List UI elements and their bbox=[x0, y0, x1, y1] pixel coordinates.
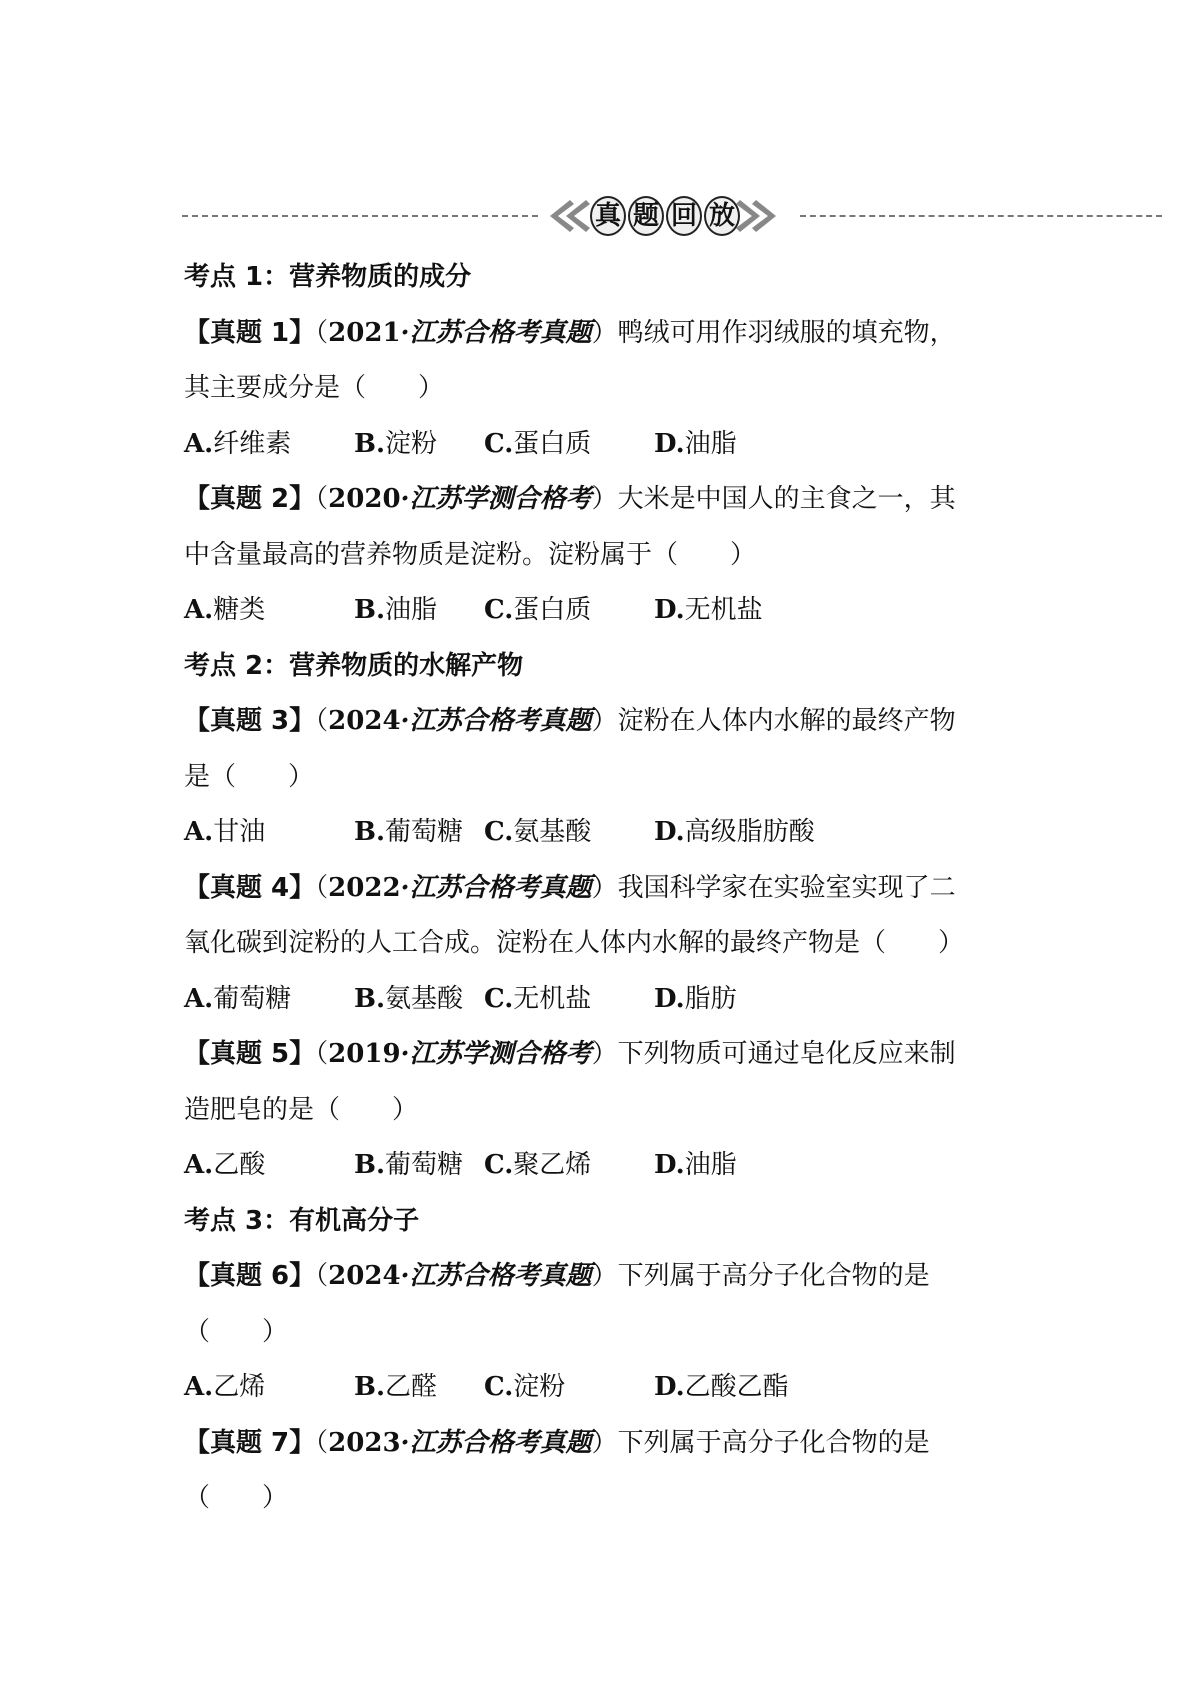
option-a[interactable]: A.乙烯 bbox=[184, 1372, 266, 1402]
question-text: 下列属于高分子化合物的是 bbox=[617, 1427, 930, 1458]
options-row bbox=[184, 417, 1064, 473]
question-text: 我国科学家在实验室实现了二 bbox=[617, 872, 956, 903]
option-b[interactable]: B.淀粉 bbox=[354, 428, 438, 459]
options-row bbox=[184, 972, 1064, 1028]
question-text: 鸭绒可用作羽绒服的填充物， bbox=[617, 317, 956, 348]
option-c[interactable]: C.聚乙烯 bbox=[484, 1150, 592, 1180]
question-tag: 【真题 3】 bbox=[184, 706, 316, 736]
banner-title bbox=[590, 190, 740, 242]
option-a[interactable]: A.甘油 bbox=[184, 817, 266, 847]
question-source: （2023·江苏合格考真题） bbox=[315, 1427, 618, 1458]
question-list bbox=[184, 250, 1064, 1527]
question-tag: 【真题 7】 bbox=[184, 1427, 316, 1458]
option-a[interactable]: A.葡萄糖 bbox=[184, 983, 292, 1014]
section-heading: 考点 2：营养物质的水解产物 bbox=[184, 650, 524, 681]
option-c[interactable]: C.无机盐 bbox=[484, 983, 592, 1014]
question-text: 氧化碳到淀粉的人工合成。淀粉在人体内水解的最终产物是（ ） bbox=[184, 928, 965, 958]
question-line bbox=[184, 1416, 1064, 1472]
banner-char: 回 bbox=[666, 196, 702, 236]
question-text: 造肥皂的是（ ） bbox=[184, 1094, 419, 1125]
option-b[interactable]: B.乙醛 bbox=[354, 1372, 438, 1402]
question-line bbox=[184, 1027, 1064, 1083]
banner-dashed-line-left bbox=[182, 215, 538, 217]
question-source: （2024·江苏合格考真题） bbox=[315, 1261, 618, 1291]
option-c[interactable]: C.蛋白质 bbox=[484, 595, 592, 625]
options-row bbox=[184, 1138, 1064, 1194]
option-b[interactable]: B.氨基酸 bbox=[354, 983, 464, 1014]
question-text: 其主要成分是（ ） bbox=[184, 373, 445, 403]
question-source: （2022·江苏合格考真题） bbox=[315, 872, 618, 903]
section-heading: 考点 1：营养物质的成分 bbox=[184, 262, 472, 292]
question-tag: 【真题 2】 bbox=[184, 484, 316, 514]
option-c[interactable]: C.氨基酸 bbox=[484, 817, 592, 847]
option-b[interactable]: B.葡萄糖 bbox=[354, 817, 464, 847]
question-tag: 【真题 5】 bbox=[184, 1039, 316, 1069]
option-d[interactable]: D.乙酸乙酯 bbox=[654, 1372, 789, 1402]
question-text: 下列物质可通过皂化反应来制 bbox=[617, 1039, 956, 1069]
question-tag: 【真题 6】 bbox=[184, 1261, 316, 1291]
double-chevron-left-icon bbox=[540, 196, 596, 236]
option-c[interactable]: C.蛋白质 bbox=[484, 428, 592, 459]
question-source: （2020·江苏学测合格考） bbox=[315, 484, 618, 514]
options-row bbox=[184, 583, 1064, 639]
options-row bbox=[184, 1360, 1064, 1416]
option-c[interactable]: C.淀粉 bbox=[484, 1372, 566, 1402]
section-banner bbox=[182, 188, 1162, 244]
question-tag: 【真题 1】 bbox=[184, 317, 316, 348]
option-b[interactable]: B.葡萄糖 bbox=[354, 1150, 464, 1180]
banner-char: 题 bbox=[628, 196, 664, 236]
question-text: 大米是中国人的主食之一，其 bbox=[617, 484, 956, 514]
double-chevron-right-icon bbox=[730, 196, 786, 236]
question-line bbox=[184, 861, 1064, 917]
question-line bbox=[184, 306, 1064, 362]
question-text: 是（ ） bbox=[184, 761, 315, 792]
option-d[interactable]: D.油脂 bbox=[654, 1150, 737, 1180]
option-d[interactable]: D.油脂 bbox=[654, 428, 737, 459]
question-source: （2021·江苏合格考真题） bbox=[315, 317, 618, 348]
question-tag: 【真题 4】 bbox=[184, 872, 316, 903]
options-row bbox=[184, 805, 1064, 861]
option-d[interactable]: D.无机盐 bbox=[654, 595, 763, 625]
option-d[interactable]: D.高级脂肪酸 bbox=[654, 817, 815, 847]
option-a[interactable]: A.乙酸 bbox=[184, 1150, 266, 1180]
option-d[interactable]: D.脂肪 bbox=[654, 983, 737, 1014]
section-heading: 考点 3：有机高分子 bbox=[184, 1205, 420, 1236]
question-line bbox=[184, 694, 1064, 750]
banner-char: 放 bbox=[704, 196, 740, 236]
question-text: 下列属于高分子化合物的是 bbox=[617, 1261, 930, 1291]
banner-char: 真 bbox=[590, 196, 626, 236]
question-line bbox=[184, 472, 1064, 528]
option-a[interactable]: A.纤维素 bbox=[184, 428, 292, 459]
question-text: 中含量最高的营养物质是淀粉。淀粉属于（ ） bbox=[184, 539, 757, 570]
question-line bbox=[184, 1249, 1064, 1305]
question-text: （ ） bbox=[184, 1483, 289, 1513]
question-source: （2019·江苏学测合格考） bbox=[315, 1039, 618, 1069]
question-text: 淀粉在人体内水解的最终产物 bbox=[617, 706, 956, 736]
question-source: （2024·江苏合格考真题） bbox=[315, 706, 618, 736]
option-b[interactable]: B.油脂 bbox=[354, 595, 438, 625]
banner-dashed-line-right bbox=[800, 215, 1162, 217]
question-text: （ ） bbox=[184, 1316, 289, 1347]
option-a[interactable]: A.糖类 bbox=[184, 595, 266, 625]
